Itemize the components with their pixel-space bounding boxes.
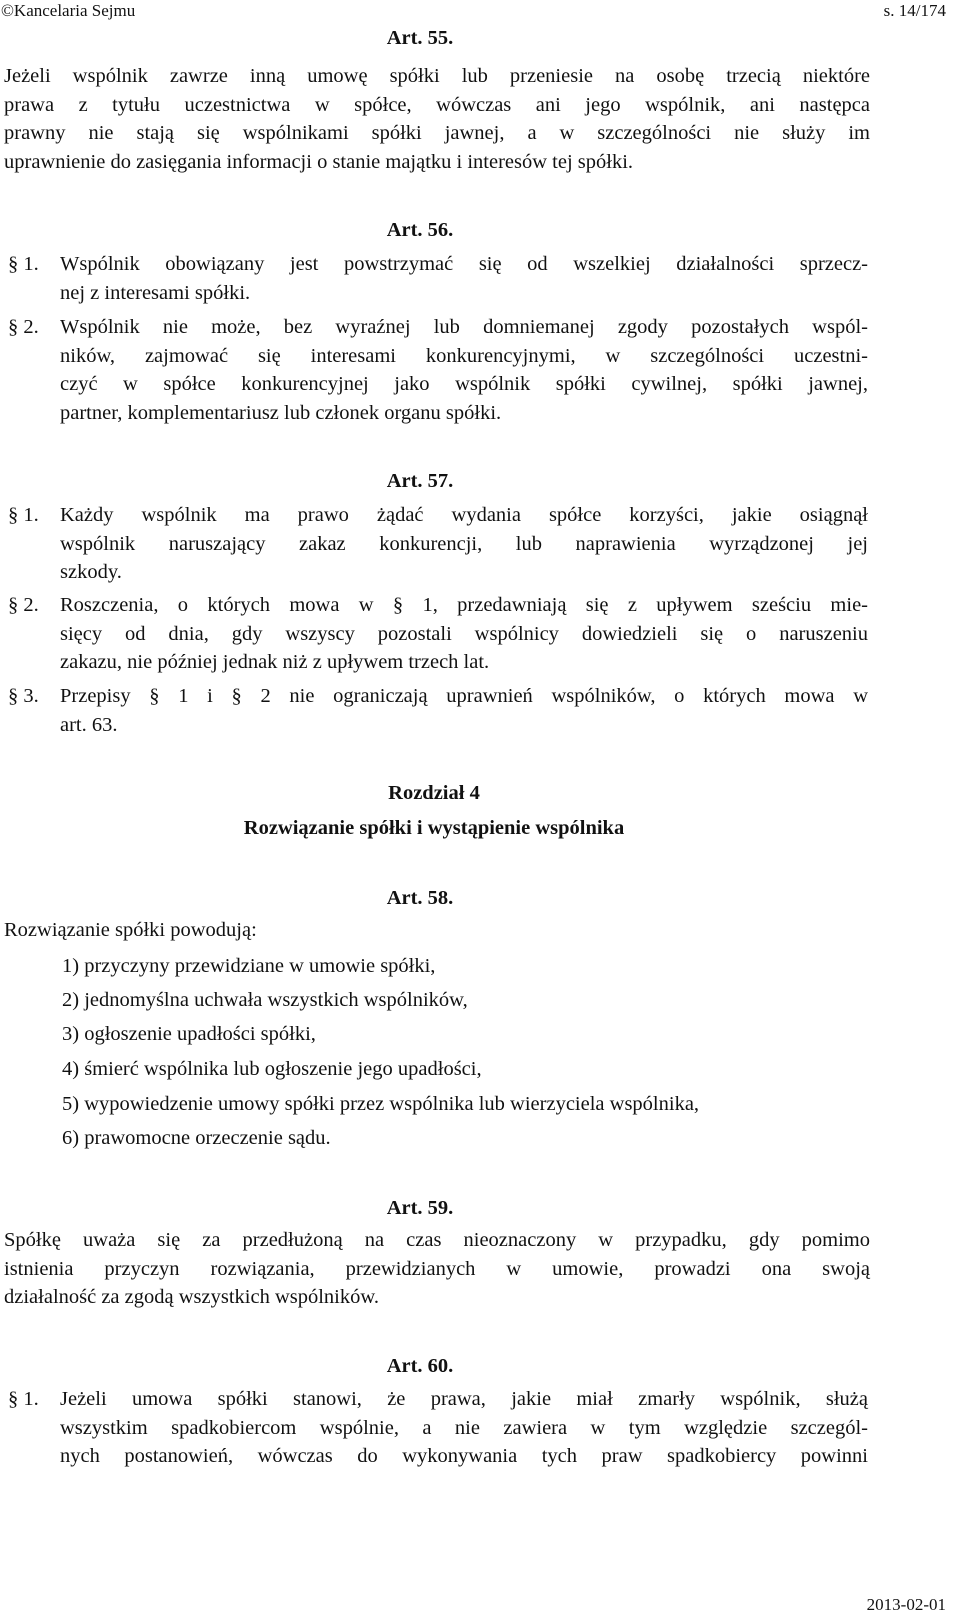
text-line: szkody. — [60, 561, 122, 583]
chapter-title: Rozwiązanie spółki i wystąpienie wspólnika — [243, 817, 625, 839]
paragraph-number: § 1. — [8, 1388, 39, 1410]
text-line: sięcy od dnia, gdy wszyscy pozostali wspólnicy dowiedzieli się o naruszeniu — [60, 622, 868, 645]
text-line: Przepisy § 1 i § 2 nie ograniczają uprawnień wspólników, o których mowa w — [60, 685, 868, 707]
chapter-number: Rozdział 4 — [388, 782, 480, 804]
paragraph-number: § 3. — [8, 685, 39, 707]
text-line: wspólnik naruszający zakaz konkurencji, lub naprawienia wyrządzonej jej — [60, 532, 868, 555]
text-line: Jeżeli wspólnik zawrze inną umowę spółki lub przeniesie na osobę trzecią niektóre — [4, 65, 870, 87]
text-line: działalność za zgodą wszystkich wspólników. — [4, 1286, 379, 1308]
paragraph-56-1 — [0, 250, 870, 308]
text-line: prawa z tytułu uczestnictwa w spółce, wówczas ani jego wspólnik, ani następca — [4, 93, 870, 116]
text-line: wszystkim spadkobiercom wspólnie, a nie zawiera w tym względzie szczegól- — [60, 1416, 868, 1439]
text-line: Spółkę uważa się za przedłużoną na czas nieoznaczony w przypadku, gdy pomimo — [4, 1229, 870, 1251]
header-source: ©Kancelaria Sejmu — [1, 1, 136, 20]
text-line: Jeżeli umowa spółki stanowi, że prawa, jakie miał zmarły wspólnik, służą — [60, 1388, 868, 1410]
text-line: czyć w spółce konkurencyjnej jako wspólnik spółki cywilnej, spółki jawnej, — [60, 373, 868, 395]
article-title-60: Art. 60. — [386, 1355, 454, 1377]
article-55-text — [4, 62, 870, 176]
list-item: 1) przyczyny przewidziane w umowie spółki, — [62, 955, 436, 977]
article-title-56: Art. 56. — [386, 219, 454, 241]
text-line: Roszczenia, o których mowa w § 1, przedawniają się z upływem sześciu mie- — [60, 594, 868, 616]
footer-date: 2013-02-01 — [866, 1595, 946, 1614]
text-line: zakazu, nie później jednak niż z upływem trzech lat. — [60, 651, 490, 673]
paragraph-number: § 2. — [8, 594, 39, 616]
text-line: prawny nie stają się wspólnikami spółki jawnej, a w szczególności nie służy im — [4, 122, 870, 144]
paragraph-57-2 — [0, 591, 870, 677]
paragraph-56-2 — [0, 313, 870, 429]
article-title-57: Art. 57. — [386, 470, 454, 492]
text-line: nych postanowień, wówczas do wykonywania tych praw spadkobiercy powinni — [60, 1445, 868, 1467]
list-item: 4) śmierć wspólnika lub ogłoszenie jego upadłości, — [62, 1058, 482, 1080]
list-item: 5) wypowiedzenie umowy spółki przez wspólnika lub wierzyciela wspólnika, — [62, 1093, 700, 1115]
article-59-text — [4, 1226, 870, 1312]
paragraph-number: § 1. — [8, 504, 39, 526]
paragraph-number: § 2. — [8, 316, 39, 338]
article-title-55: Art. 55. — [386, 27, 454, 49]
paragraph-number: § 1. — [8, 253, 39, 275]
text-line: Wspólnik obowiązany jest powstrzymać się od wszelkiej działalności sprzecz- — [60, 253, 868, 275]
paragraph-60-1 — [0, 1385, 870, 1473]
header-page-number: s. 14/174 — [883, 1, 946, 20]
text-line: art. 63. — [60, 713, 118, 736]
article-title-58: Art. 58. — [386, 887, 454, 909]
paragraph-57-3 — [0, 682, 870, 740]
list-item: 3) ogłoszenie upadłości spółki, — [62, 1023, 316, 1045]
text-line: uprawnienie do zasięgania informacji o stanie majątku i interesów tej spółki. — [4, 150, 634, 173]
paragraph-57-1 — [0, 501, 870, 587]
article-title-59: Art. 59. — [386, 1197, 454, 1219]
text-line: ników, zajmować się interesami konkurencyjnymi, w szczególności uczestni- — [60, 344, 868, 367]
text-line: istnienia przyczyn rozwiązania, przewidzianych w umowie, prowadzi ona swoją — [4, 1257, 870, 1280]
text-line: Każdy wspólnik ma prawo żądać wydania spółce korzyści, jakie osiągnął — [60, 504, 868, 526]
text-line: Wspólnik nie może, bez wyraźnej lub domniemanej zgody pozostałych wspól- — [60, 316, 868, 338]
article-58-intro — [4, 916, 870, 945]
text-line: partner, komplementariusz lub członek organu spółki. — [60, 401, 502, 424]
list-item: 6) prawomocne orzeczenie sądu. — [62, 1127, 331, 1149]
list-item: 2) jednomyślna uchwała wszystkich wspólników, — [62, 989, 468, 1011]
text-line: nej z interesami spółki. — [60, 281, 251, 304]
text-line: Rozwiązanie spółki powodują: — [4, 919, 257, 941]
